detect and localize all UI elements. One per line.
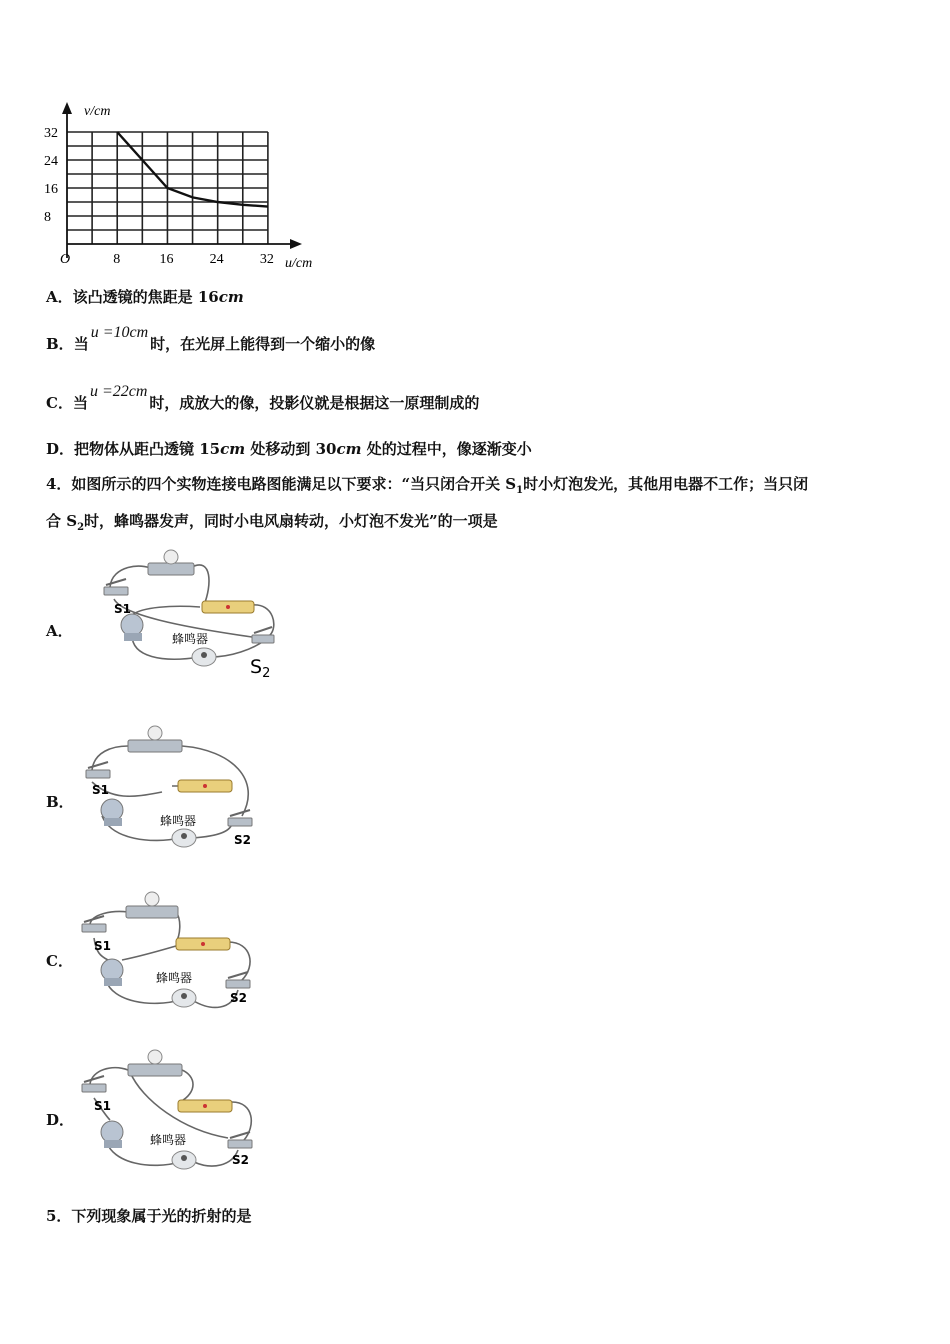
- s2-label: [250, 656, 270, 681]
- switch-s2: [228, 810, 252, 826]
- option-text: 处的过程中，像逐渐变小: [361, 440, 532, 458]
- bulb: [148, 550, 194, 575]
- buzzer: [172, 989, 196, 1007]
- option-pre: 当: [73, 335, 89, 353]
- q4-option-c-label: C．: [46, 952, 73, 970]
- battery: [176, 938, 230, 950]
- stem-text: 时小灯泡发光，其他用电器不工作；当只闭: [523, 475, 809, 493]
- battery: [202, 601, 254, 613]
- s1-label: S1: [94, 939, 111, 953]
- q3-option-b: [46, 324, 376, 354]
- option-text: 把物体从距凸透镜 15: [74, 440, 221, 458]
- y-tick-labels: [44, 126, 58, 225]
- math-expression: u =10cm: [90, 324, 149, 341]
- fan: [121, 614, 143, 641]
- x-tick-label: 24: [209, 252, 224, 267]
- stem-text: 时，蜂鸣器发声，同时小电风扇转动，小灯泡不发光”的一项是: [84, 512, 498, 530]
- lens-graph: [40, 98, 330, 276]
- stem-text: 4．如图所示的四个实物连接电路图能满足以下要求：“当只闭合开关 S: [46, 475, 517, 493]
- option-label: D．: [46, 440, 75, 458]
- y-tick-label: 16: [44, 182, 58, 197]
- q3-option-d: [46, 438, 532, 459]
- switch-s1: [82, 1076, 106, 1092]
- x-tick-labels: [113, 252, 274, 267]
- s1-label: S1: [114, 602, 131, 616]
- q3-option-a: [46, 286, 244, 307]
- subscript: 2: [77, 522, 85, 533]
- unit: cm: [220, 440, 246, 458]
- s2-letter: S: [250, 656, 263, 678]
- s2-subscript: 2: [262, 666, 271, 681]
- q4-option-a-label: A．: [46, 622, 73, 640]
- buzzer: [172, 829, 196, 847]
- option-post: 时，成放大的像，投影仪就是根据这一原理制成的: [149, 394, 480, 412]
- y-tick-label: 32: [44, 126, 58, 141]
- option-post: 时，在光屏上能得到一个缩小的像: [150, 335, 376, 353]
- buzzer-label: 蜂鸣器: [172, 632, 209, 646]
- bulb: [128, 1050, 182, 1076]
- option-label: B．: [46, 335, 74, 353]
- fan: [101, 799, 123, 826]
- x-tick-label: 32: [259, 252, 274, 267]
- circuit-diagram-c: [72, 880, 272, 1020]
- math-expression: u =22cm: [89, 383, 148, 400]
- x-axis-label: u/cm: [285, 256, 313, 271]
- q5-stem: 5．下列现象属于光的折射的是: [46, 1207, 252, 1225]
- circuit-diagram-d: [72, 1040, 272, 1180]
- buzzer-label: 蜂鸣器: [156, 971, 193, 985]
- battery: [178, 780, 232, 792]
- s2-label: S2: [230, 991, 247, 1005]
- s2-label: S2: [234, 833, 251, 847]
- fan: [101, 1121, 123, 1148]
- stem-text: 合 S: [46, 512, 78, 530]
- buzzer-label: 蜂鸣器: [150, 1133, 187, 1147]
- switch-s1: [86, 762, 110, 778]
- bulb: [126, 892, 178, 918]
- option-text: 处移动到 30: [245, 440, 337, 458]
- y-axis-arrow: [62, 102, 72, 114]
- switch-s1: [82, 916, 106, 932]
- y-axis-label: v/cm: [84, 104, 111, 119]
- q4-stem-line2: [46, 510, 498, 533]
- subscript: 1: [516, 485, 524, 496]
- circuit-diagram-a: [92, 545, 292, 685]
- q4-stem-line1: [46, 473, 808, 496]
- s1-label: S1: [94, 1099, 111, 1113]
- wire: [90, 1068, 251, 1166]
- circuit-diagram-b: [72, 720, 272, 860]
- y-tick-label: 8: [44, 210, 51, 225]
- option-label: A．: [46, 288, 73, 306]
- switch-s1: [104, 579, 128, 595]
- switch-s2: [252, 627, 274, 643]
- bulb: [128, 726, 182, 752]
- buzzer: [172, 1151, 196, 1169]
- option-pre: 当: [72, 394, 88, 412]
- q4-option-d-label: D．: [46, 1111, 75, 1129]
- unit: cm: [218, 288, 244, 306]
- fan: [101, 959, 123, 986]
- y-tick-label: 24: [44, 154, 58, 169]
- option-label: C．: [46, 394, 73, 412]
- origin-label: O: [60, 252, 71, 267]
- s2-label: S2: [232, 1153, 249, 1167]
- buzzer-label: 蜂鸣器: [160, 814, 197, 828]
- q3-option-c: [46, 383, 480, 413]
- x-axis-arrow: [290, 239, 302, 249]
- unit: cm: [336, 440, 362, 458]
- s1-label: S1: [92, 783, 109, 797]
- q4-option-b-label: B．: [46, 793, 74, 811]
- option-text: 该凸透镜的焦距是 16: [72, 288, 219, 306]
- x-tick-label: 8: [113, 252, 121, 267]
- buzzer: [192, 648, 216, 666]
- battery: [178, 1100, 232, 1112]
- x-tick-label: 16: [159, 252, 174, 267]
